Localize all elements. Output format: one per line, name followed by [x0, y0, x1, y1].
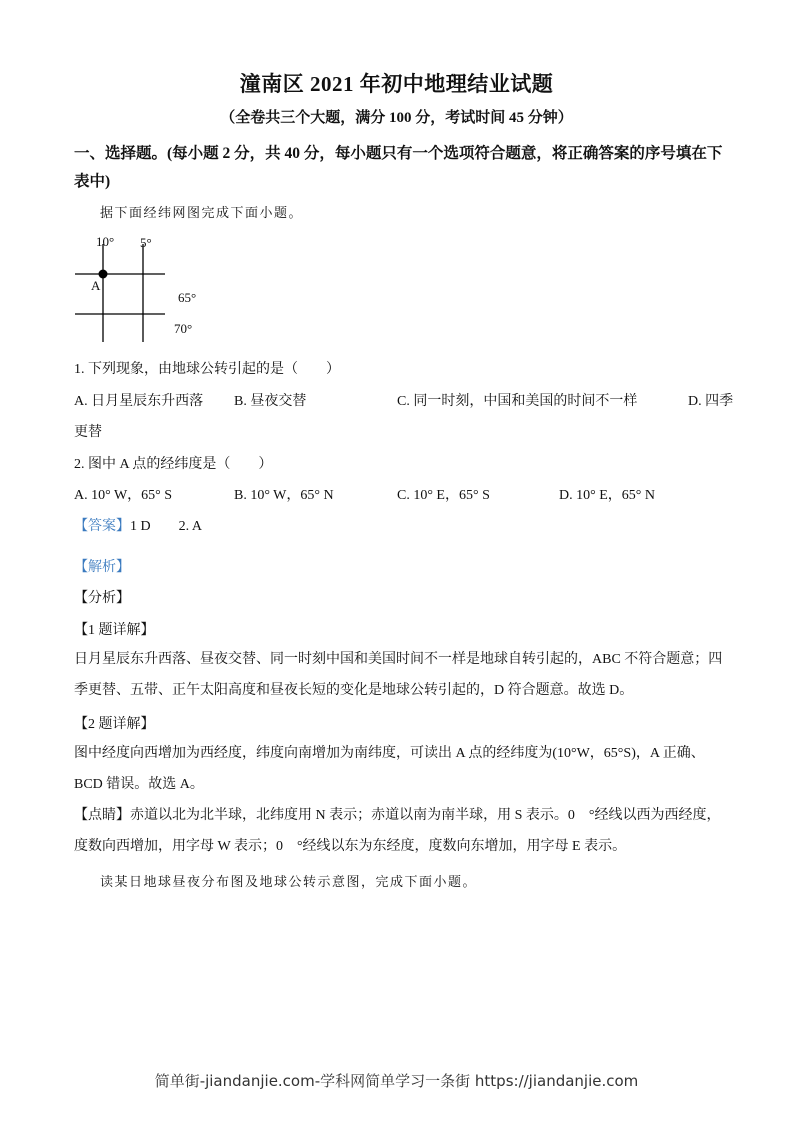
graticule-diagram [70, 232, 220, 344]
q1-option-d: D. 四季 [688, 394, 734, 409]
question-2-stem: 2. 图中 A 点的经纬度是（ ） [74, 457, 273, 472]
exam-info: （全卷共三个大题，满分 100 分，考试时间 45 分钟） [220, 110, 573, 126]
page-title: 潼南区 2021 年初中地理结业试题 [239, 72, 554, 96]
q1-option-a: A. 日月星辰东升西落 [74, 394, 204, 409]
lat-label-65: 65° [178, 290, 197, 305]
tip-paragraph [74, 800, 724, 862]
detail-2-label: 【2 题详解】 [74, 717, 155, 732]
intro-text-2: 读某日地球昼夜分布图及地球公转示意图，完成下面小题。 [100, 875, 478, 890]
q2-option-b: B. 10° W，65° N [234, 488, 334, 503]
q1-option-b: B. 昼夜交替 [234, 394, 307, 409]
q1-option-d-wrap: 更替 [74, 425, 102, 440]
detail-1-text: 日月星辰东升西落、昼夜交替、同一时刻中国和美国时间不一样是地球自转引起的，ABC 不符合题意；四季更替、五带、正午太阳高度和昼夜长短的变化是地球公转引起的，D 符合题意。故选 D。 [74, 652, 723, 698]
fenxi-label: 【分析】 [74, 591, 130, 606]
q2-option-c: C. 10° E，65° S [397, 488, 490, 503]
q2-option-a: A. 10° W，65° S [74, 488, 173, 503]
question-1-stem: 1. 下列现象，由地球公转引起的是（ ） [74, 362, 340, 377]
lat-label-70: 70° [174, 321, 193, 336]
lon-label-10: 10° [96, 234, 115, 249]
detail-2-text: 图中经度向西增加为西经度，纬度向南增加为南纬度，可读出 A 点的经纬度为(10°W，65°S)，A 正确、BCD 错误。故选 A。 [74, 746, 705, 792]
answer-text: 1 D 2. A [130, 519, 202, 534]
tip-text: 赤道以北为北半球，北纬度用 N 表示；赤道以南为南半球，用 S 表示。0 °经线以西为西经度，度数向西增加，用字母 W 表示；0 °经线以东为东经度，度数向东增加，用字母 E 表示。 [74, 808, 721, 854]
detail-1-label: 【1 题详解】 [74, 623, 155, 638]
tip-label: 【点睛】 [74, 808, 130, 823]
section-heading: 一、选择题。(每小题 2 分，共 40 分，每小题只有一个选项符合题意，将正确答案的序号填在下表中) [74, 145, 723, 190]
answer-line [74, 515, 202, 535]
q2-option-d: D. 10° E，65° N [559, 488, 655, 503]
footer-watermark: 简单街-jiandanjie.com-学科网简单学习一条街 https://jiandanjie.com [154, 1072, 639, 1090]
q1-option-c: C. 同一时刻，中国和美国的时间不一样 [397, 394, 638, 409]
point-a-label: A [91, 278, 101, 293]
lon-label-5: 5° [140, 235, 152, 250]
analysis-label: 【解析】 [74, 560, 130, 575]
intro-text-1: 据下面经纬网图完成下面小题。 [100, 206, 304, 221]
answer-label: 【答案】 [74, 519, 130, 534]
